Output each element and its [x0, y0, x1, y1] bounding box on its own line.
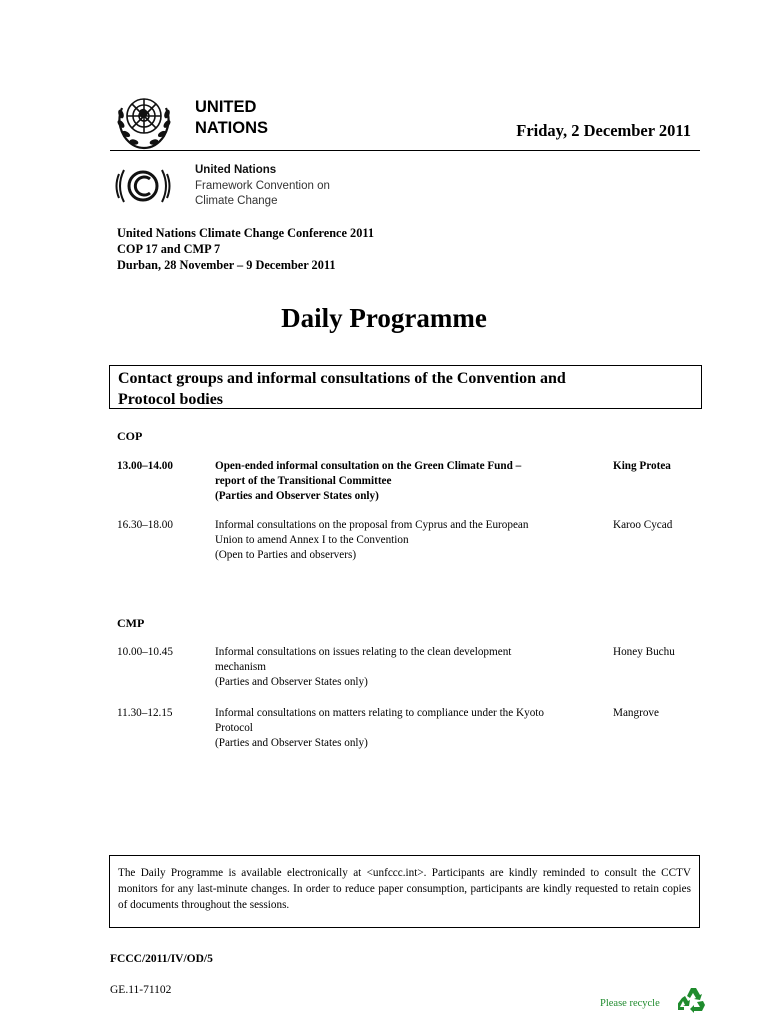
unfccc-wordmark: [195, 163, 330, 210]
row-time: 13.00–14.00: [117, 460, 173, 472]
row-time: 11.30–12.15: [117, 707, 173, 719]
row-time: 10.00–10.45: [117, 646, 173, 658]
unfccc-wordmark-line: Climate Change: [195, 195, 278, 207]
row-description: [215, 706, 585, 751]
recycle-icon: [678, 985, 708, 1015]
conference-line: COP 17 and CMP 7: [117, 242, 221, 256]
section-heading-box: [109, 365, 702, 409]
recycle-label: Please recycle: [600, 998, 660, 1009]
description-line: Informal consultations on matters relating to compliance under the Kyoto: [215, 707, 545, 719]
description-line: (Parties and Observer States only): [215, 676, 368, 688]
row-time: 16.30–18.00: [117, 519, 173, 531]
un-wordmark-line: UNITED: [195, 98, 257, 116]
unfccc-logo-icon: [112, 160, 174, 212]
description-line: Union to amend Annex I to the Convention: [215, 534, 409, 546]
description-line: mechanism: [215, 661, 266, 673]
header-divider: [110, 150, 700, 151]
row-description: [215, 518, 585, 563]
section-heading-line: Contact groups and informal consultations of the Convention and: [118, 370, 566, 387]
description-line: (Parties and Observer States only): [215, 737, 368, 749]
notice-box: The Daily Programme is available electronically at <unfccc.int>. Participants are kindly reminded to consult the CCTV monitors for any last-minute changes. In order to reduce paper consumption, participants are kindly requested to retain copies of documents throughout the sessions.: [109, 855, 700, 928]
un-emblem-icon: [112, 88, 176, 152]
page-title: Daily Programme: [281, 303, 487, 333]
un-wordmark-line: NATIONS: [195, 119, 269, 137]
description-line: Open-ended informal consultation on the Green Climate Fund –: [215, 460, 522, 472]
unfccc-wordmark-line: United Nations: [195, 164, 277, 176]
description-line: (Parties and Observer States only): [215, 490, 379, 502]
description-line: Informal consultations on issues relating to the clean development: [215, 646, 512, 658]
description-line: Informal consultations on the proposal from Cyprus and the European: [215, 519, 529, 531]
ge-number: GE.11-71102: [110, 984, 172, 996]
description-line: Protocol: [215, 722, 253, 734]
row-description: [215, 459, 585, 504]
conference-line: Durban, 28 November – 9 December 2011: [117, 258, 336, 272]
cop-heading: COP: [117, 429, 143, 443]
unfccc-wordmark-line: Framework Convention on: [195, 179, 330, 192]
description-line: report of the Transitional Committee: [215, 475, 392, 487]
un-wordmark: [195, 97, 268, 139]
document-symbol: FCCC/2011/IV/OD/5: [110, 953, 213, 965]
cmp-heading: CMP: [117, 616, 145, 630]
conference-info: [117, 225, 374, 273]
row-description: [215, 645, 585, 690]
description-line: (Open to Parties and observers): [215, 549, 357, 561]
row-room: Honey Buchu: [613, 646, 675, 658]
row-room: Mangrove: [613, 707, 659, 719]
document-date: Friday, 2 December 2011: [516, 121, 691, 140]
section-heading-line: Protocol bodies: [118, 391, 224, 408]
row-room: Karoo Cycad: [613, 519, 673, 531]
row-room: King Protea: [613, 460, 671, 472]
conference-line: United Nations Climate Change Conference 2011: [117, 226, 374, 240]
